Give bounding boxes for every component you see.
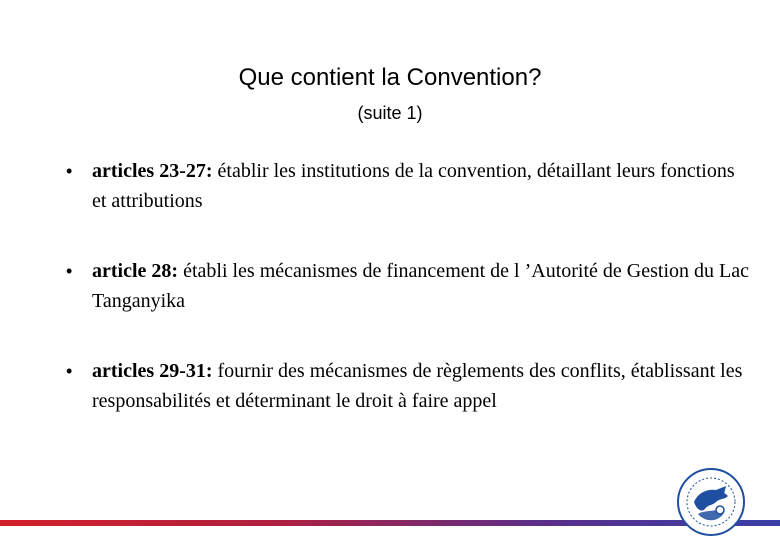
bullet-dot: •	[66, 161, 73, 181]
bullet-item	[60, 356, 752, 416]
bottom-gradient-bar	[0, 520, 780, 526]
slide-subtitle: (suite 1)	[357, 103, 423, 123]
bullet-dot: •	[66, 361, 73, 381]
bullet-article-ref: articles 23-27:	[92, 160, 213, 182]
bullet-text: établir les institutions de la convention, détaillant leurs fonctions et attributions	[92, 160, 735, 212]
bullet-article-ref: articles 29-31:	[92, 360, 213, 382]
bullet-text: fournir des mécanismes de règlements des conflits, établissant les responsabilités et déterminant le droit à faire appel	[92, 360, 743, 412]
bullet-text: établi les mécanismes de financement de l ’Autorité de Gestion du Lac Tanganyika	[92, 260, 749, 312]
bullet-article-ref: article 28:	[92, 260, 179, 282]
bullet-item	[60, 156, 752, 216]
bullet-dot: •	[66, 261, 73, 281]
bullet-item	[60, 256, 752, 316]
emblem-logo-icon	[674, 466, 748, 538]
slide-title: Que contient la Convention?	[238, 64, 542, 91]
